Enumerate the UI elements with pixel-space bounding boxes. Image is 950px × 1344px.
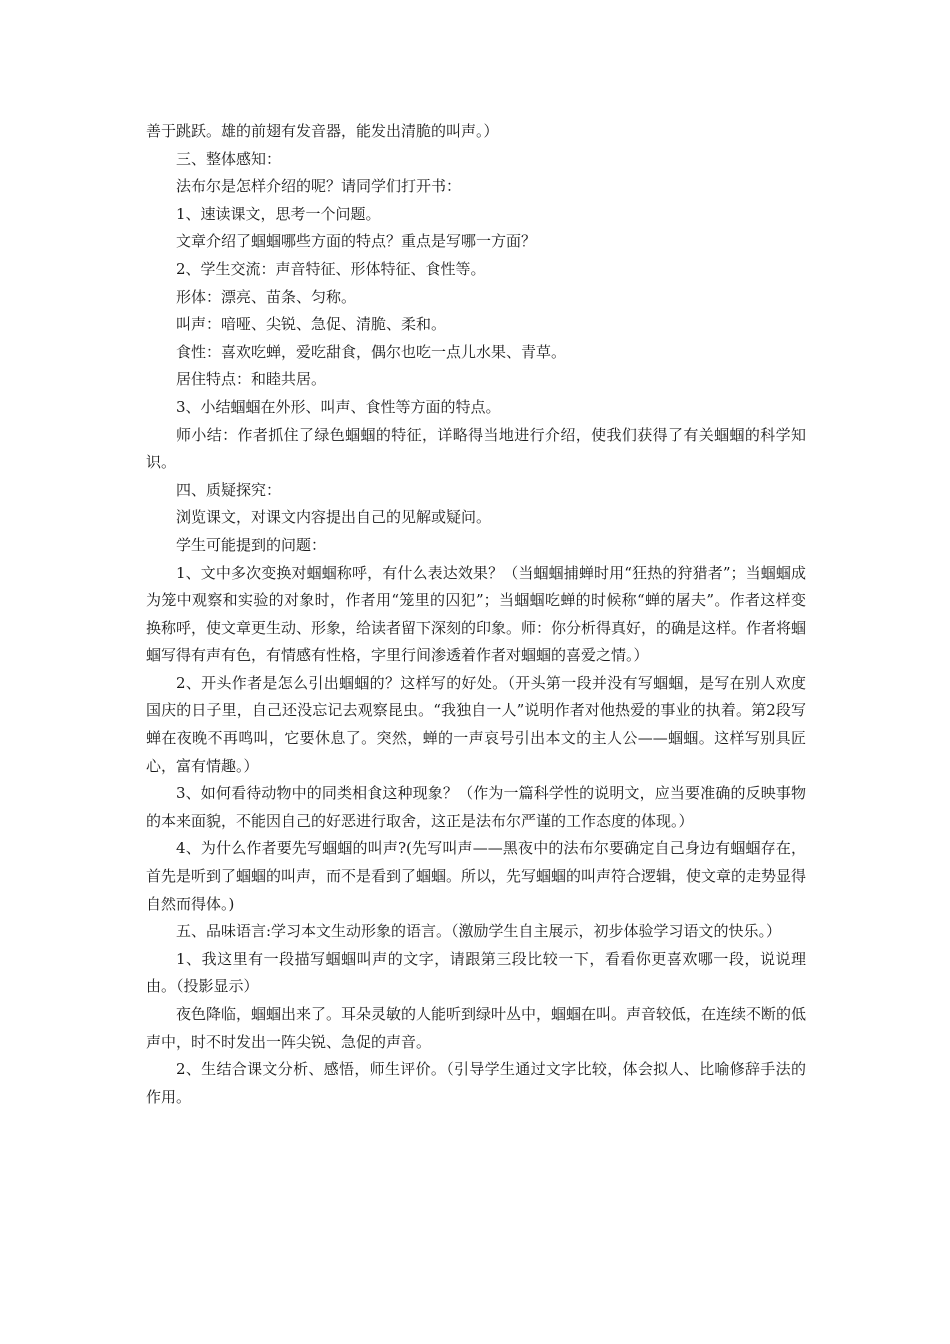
paragraph: 食性：喜欢吃蝉，爱吃甜食，偶尔也吃一点儿水果、青草。 (176, 342, 567, 361)
paragraph: 2、学生交流：声音特征、形体特征、食性等。 (176, 259, 486, 278)
section-heading-inquiry: 四、质疑探究： (176, 480, 282, 499)
paragraph-question-3: 3、如何看待动物中的同类相食这种现象？（作为一篇科学性的说明文，应当要准确的反映事物的本来面貌，不能因自己的好恶进行取舍，这正是法布尔严谨的工作态度的体现。） (146, 784, 806, 830)
section-heading-language: 五、品味语言:学习本文生动形象的语言。（激励学生自主展示，初步体验学习语文的快乐。） (176, 922, 782, 941)
paragraph: 1、速读课文，思考一个问题。 (176, 204, 381, 223)
paragraph: 2、生结合课文分析、感悟，师生评价。（引导学生通过文字比较，体会拟人、比喻修辞手法的作用。 (146, 1060, 806, 1106)
paragraph-continuation: 善于跳跃。雄的前翅有发音器，能发出清脆的叫声。） (146, 122, 499, 140)
paragraph-teacher-summary: 师小结：作者抓住了绿色蝈蝈的特征，详略得当地进行介绍，使我们获得了有关蝈蝈的科学知识。 (146, 425, 806, 472)
paragraph: 形体：漂亮、苗条、匀称。 (176, 287, 357, 306)
document-page (146, 118, 806, 1111)
paragraph-question-4: 4、为什么作者要先写蝈蝈的叫声?(先写叫声——黑夜中的法布尔要确定自己身边有蝈蝈存在，首先是听到了蝈蝈的叫声，而不是看到了蝈蝈。所以，先写蝈蝈的叫声符合逻辑，使文章的走势显得自然而得体。) (146, 839, 807, 913)
paragraph: 3、小结蝈蝈在外形、叫声、食性等方面的特点。 (176, 397, 501, 416)
section-heading-overall-perception: 三、整体感知： (176, 149, 282, 168)
paragraph: 居住特点：和睦共居。 (176, 370, 327, 389)
paragraph-question-1: 1、文中多次变换对蝈蝈称呼，有什么表达效果？（当蝈蝈捕蝉时用“狂热的狩猎者”；当蝈蝈成为笼中观察和实验的对象时，作者用“笼里的囚犯”；当蝈蝈吃蝉的时候称“蝉的屠夫”。作者这样变换称呼，使文章更生动、形象，给读者留下深刻的印象。师：你分析得真好，的确是这样。作者将蝈蝈写得有声有色，有情感有性格，字里行间渗透着作者对蝈蝈的喜爱之情。） (146, 563, 807, 665)
paragraph: 学生可能提到的问题： (176, 535, 327, 554)
paragraph: 文章介绍了蝈蝈哪些方面的特点？重点是写哪一方面？ (176, 232, 537, 251)
paragraph-projection-text: 夜色降临，蝈蝈出来了。耳朵灵敏的人能听到绿叶丛中，蝈蝈在叫。声音较低，在连续不断的低声中，时不时发出一阵尖锐、急促的声音。 (146, 1005, 807, 1051)
paragraph: 浏览课文，对课文内容提出自己的见解或疑问。 (176, 508, 492, 527)
paragraph: 1、我这里有一段描写蝈蝈叫声的文字，请跟第三段比较一下，看看你更喜欢哪一段，说说理由。（投影显示） (146, 949, 806, 996)
paragraph: 叫声：喑哑、尖锐、急促、清脆、柔和。 (176, 315, 447, 334)
paragraph: 法布尔是怎样介绍的呢？请同学们打开书： (176, 177, 462, 196)
paragraph-question-2: 2、开头作者是怎么引出蝈蝈的？这样写的好处。（开头第一段并没有写蝈蝈，是写在别人欢度国庆的日子里，自己还没忘记去观察昆虫。“我独自一人”说明作者对他热爱的事业的执着。第2段写蝉在夜晚不再鸣叫，它要休息了。突然，蝉的一声哀号引出本文的主人公——蝈蝈。这样写别具匠心，富有情趣。） (146, 673, 806, 775)
